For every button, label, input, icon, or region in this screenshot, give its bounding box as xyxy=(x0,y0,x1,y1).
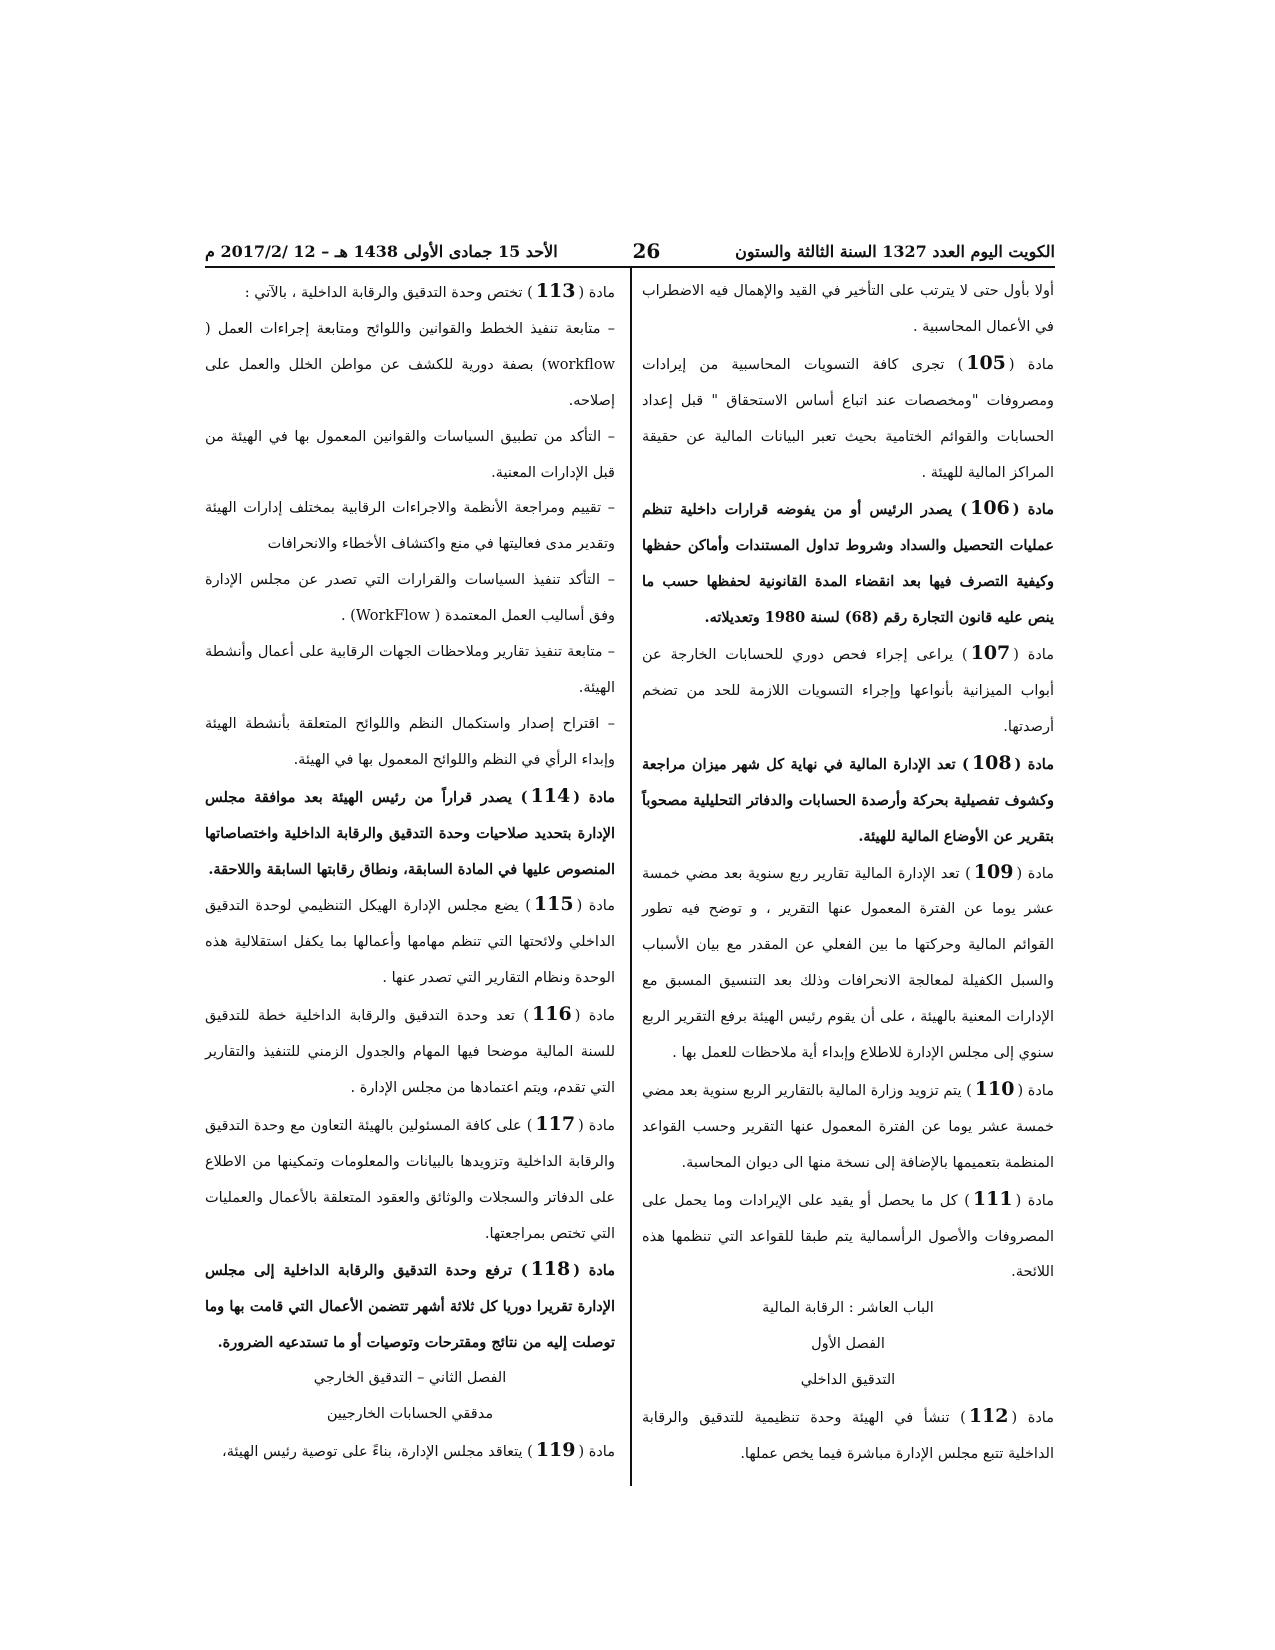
article-lead: مادة ( xyxy=(1016,865,1054,882)
article-lead: مادة ( xyxy=(1008,356,1054,373)
bullet-item: – متابعة تنفيذ الخطط والقوانين واللوائح ومتابعة إجراءات العمل ( workflow) بصفة دورية للكشف عن مواطن الخلل والعمل على إصلاحه. xyxy=(205,320,615,409)
article-number: 105 xyxy=(966,351,1006,374)
article-text: ) كل ما يحصل أو يقيد على الإيرادات وما يحمل على المصروفات والأصول الرأسمالية يتم طبقا للقواعد التي تنظمها هذه اللائحة. xyxy=(642,1192,1054,1281)
paragraph-continuation: أولا بأول حتى لا يترتب على التأخير في القيد والإهمال فيه الاضطراب في الأعمال المحاسبية . xyxy=(642,283,1054,335)
page-header xyxy=(205,238,1055,264)
article-108 xyxy=(642,746,1054,855)
page-number: 26 xyxy=(632,239,661,263)
bullet-item: – اقتراح إصدار واستكمال النظم واللوائح المتعلقة بأنشطة الهيئة وإبداء الرأي في النظم واللوائح المعمول بها في الهيئة. xyxy=(205,715,615,768)
article-lead: مادة ( xyxy=(574,1008,615,1025)
article-number: 117 xyxy=(535,1112,576,1135)
section-subheading: التدقيق الداخلي xyxy=(800,1372,896,1389)
bullet-item: – التأكد من تطبيق السياسات والقوانين المعمول بها في الهيئة من قبل الإدارات المعنية. xyxy=(205,428,615,481)
article-lead: مادة ( xyxy=(578,285,615,301)
article-lead: مادة ( xyxy=(576,898,615,915)
article-text: ) تجرى كافة التسويات المحاسبية من إيرادات ومصروفات "ومخصصات عند اتباع أساس الاستحقاق " قبل إعداد الحسابات والقوائم الختامية بحيث تعبر البيانات المالية عن حقيقة المراكز المالية للهيئة . xyxy=(642,356,1054,481)
article-110 xyxy=(642,1072,1054,1182)
bullet-item: – متابعة تنفيذ تقارير وملاحظات الجهات الرقابية على أعمال وأنشطة الهيئة. xyxy=(205,644,615,696)
article-text: ) تعد الإدارة المالية تقارير ربع سنوية بعد مضي خمسة عشر يوما عن الفترة المعمول عنها التقرير ، و توضح فيه تطور القوائم المالية وحركتها ما بين الفعلي عن المقدر مع بيان الأسباب والسبل الكفيلة لمعالجة الانحرافات وذلك بعد التنسيق المسبق مع الإدارات المعنية بالهيئة ، على أن يقوم رئيس الهيئة برفع التقرير الربع سنوي إلى مجلس الإدارة للاطلاع وإبداء أية ملاحظات للعمل بها . xyxy=(642,865,1054,1062)
article-111 xyxy=(642,1182,1054,1292)
article-text: ) ترفع وحدة التدقيق والرقابة الداخلية إلى مجلس الإدارة تقريرا دوريا كل ثلاثة أشهر تتضمن الأعمال التي قامت بها وما توصلت إليه من نتائج ومقترحات وتوصيات أو ما تستدعيه الضرورة. xyxy=(205,1262,615,1352)
article-number: 110 xyxy=(974,1077,1015,1100)
article-text: ) يراعى إجراء فحص دوري للحسابات الخارجة عن أبواب الميزانية بأنواعها وإجراء التسويات اللازمة للحد من تضخم أرصدتها. xyxy=(642,647,1054,735)
header-date: الأحد 15 جمادى الأولى 1438 هـ – 12 /2017/2 م xyxy=(205,241,558,261)
section-heading: الفصل الأول xyxy=(811,1336,885,1353)
article-106 xyxy=(642,491,1054,636)
article-number: 118 xyxy=(530,1258,571,1281)
section-subheading: مدققي الحسابات الخارجيين xyxy=(326,1406,494,1423)
article-number: 114 xyxy=(530,784,571,807)
article-number: 107 xyxy=(970,642,1011,665)
chapter-heading: الباب العاشر : الرقابة المالية xyxy=(762,1300,934,1317)
article-number: 113 xyxy=(535,280,576,302)
article-number: 109 xyxy=(973,860,1014,883)
header-issue: الكويت اليوم العدد 1327 السنة الثالثة والستون xyxy=(735,241,1055,261)
article-text: ) تعد وحدة التدقيق والرقابة الداخلية خطة للتدقيق للسنة المالية موضحا فيها المهام والجدول الزمني للتنفيذ والتقارير التي تقدم، ويتم اعتمادها من مجلس الإدارة . xyxy=(205,1008,615,1096)
article-113 xyxy=(205,274,615,312)
article-lead: مادة ( xyxy=(1017,1082,1054,1099)
article-109 xyxy=(642,855,1054,1072)
article-text: ) على كافة المسئولين بالهيئة التعاون مع وحدة التدقيق والرقابة الداخلية وتزويدها بالبيانات والمعلومات وتمكينها من الاطلاع على الدفاتر والسجلات والوثائق والعقود المتعلقة بالأعمال والعمليات التي تختص بمراجعتها. xyxy=(205,1117,615,1242)
article-text: ) يتعاقد مجلس الإدارة، بناءً على توصية رئيس الهيئة، xyxy=(222,1444,533,1460)
article-lead: مادة ( xyxy=(578,1117,615,1134)
article-number: 116 xyxy=(532,1003,572,1026)
article-text: ) تنشأ في الهيئة وحدة تنظيمية للتدقيق والرقابة الداخلية تتبع مجلس الإدارة مباشرة فيما يخص عملها. xyxy=(642,1410,1054,1462)
column-divider xyxy=(630,268,632,1486)
article-text: ) تختص وحدة التدقيق والرقابة الداخلية ، بالآتي : xyxy=(244,285,533,301)
right-column xyxy=(642,274,1054,1473)
article-105 xyxy=(642,346,1054,492)
article-114 xyxy=(205,779,615,888)
article-117 xyxy=(205,1107,615,1253)
article-107 xyxy=(642,636,1054,746)
article-118 xyxy=(205,1252,615,1361)
bullet-item: – التأكد تنفيذ السياسات والقرارات التي تصدر عن مجلس الإدارة وفق أساليب العمل المعتمدة ( WorkFlow) . xyxy=(205,572,615,625)
article-lead: مادة ( xyxy=(1013,647,1054,664)
article-lead: مادة ( xyxy=(1012,501,1054,519)
article-text: ) يصدر الرئيس أو من يفوضه قرارات داخلية تنظم عمليات التحصيل والسداد وشروط تداول المستندات وأماكن حفظها وكيفية التصرف فيها بعد انقضاء المدة القانونية لحفظها حسب ما ينص عليه قانون التجارة رقم (68) لسنة 1980 وتعديلاته. xyxy=(642,501,1054,627)
article-text: ) يضع مجلس الإدارة الهيكل التنظيمي لوحدة التدقيق الداخلي ولائحتها التي تنظم مهامها وأعمالها بما يكفل استقلالية هذه الوحدة ونظام التقارير التي تصدر عنها . xyxy=(205,898,615,987)
article-lead: مادة ( xyxy=(573,788,615,806)
article-number: 106 xyxy=(970,497,1010,520)
article-115 xyxy=(205,887,615,997)
left-column xyxy=(205,274,615,1471)
article-number: 119 xyxy=(535,1439,576,1461)
article-number: 115 xyxy=(533,893,574,916)
article-number: 108 xyxy=(971,751,1012,774)
bullet-item: – تقييم ومراجعة الأنظمة والاجراءات الرقابية بمختلف إدارات الهيئة وتقدير مدى فعاليتها في منع واكتشاف الأخطاء والانحرافات xyxy=(205,500,615,553)
article-number: 112 xyxy=(968,1405,1009,1428)
article-lead: مادة ( xyxy=(573,1262,615,1280)
article-lead: مادة ( xyxy=(1014,755,1054,773)
article-number: 111 xyxy=(972,1187,1013,1210)
article-116 xyxy=(205,997,615,1107)
article-text: ) تعد الإدارة المالية في نهاية كل شهر ميزان مراجعة وكشوف تفصيلية بحركة وأرصدة الحسابات والدفاتر التحليلية مصحوباً بتقرير عن الأوضاع المالية للهيئة. xyxy=(642,755,1054,845)
article-lead: مادة ( xyxy=(1015,1192,1054,1209)
article-112 xyxy=(642,1399,1054,1473)
article-lead: مادة ( xyxy=(1011,1410,1054,1427)
article-text: ) يتم تزويد وزارة المالية بالتقارير الربع سنوية بعد مضي خمسة عشر يوما عن الفترة المعمول عنها التقرير وحسب القواعد المنظمة بتعميمها بالإضافة إلى نسخة منها الى ديوان المحاسبة. xyxy=(642,1082,1054,1171)
article-lead: مادة ( xyxy=(578,1444,615,1460)
article-119 xyxy=(205,1433,615,1471)
section-heading: الفصل الثاني – التدقيق الخارجي xyxy=(313,1370,507,1387)
article-text: ) يصدر قراراً من رئيس الهيئة بعد موافقة مجلس الإدارة بتحديد صلاحيات وحدة التدقيق والرقابة الداخلية واختصاصاتها المنصوص عليها في المادة السابقة، ونطاق رقابتها السابقة واللاحقة. xyxy=(205,788,615,878)
